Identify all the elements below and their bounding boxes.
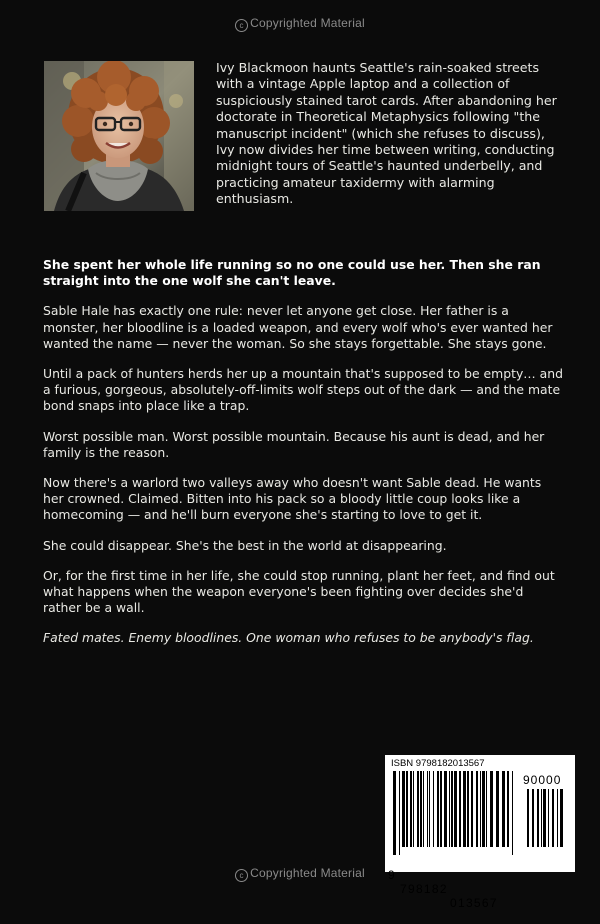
blurb-paragraph: She could disappear. She's the best in the world at disappearing.: [43, 537, 447, 553]
blurb-paragraph: Or, for the first time in her life, she could stop running, plant her feet, and find out what happens when the weapon everyone's been fighting over decides she'd rather be a wall.: [43, 567, 555, 616]
copyright-icon: c: [235, 19, 248, 32]
barcode-bar: [451, 771, 453, 847]
barcode-bar: [496, 771, 499, 847]
barcode-bar: [512, 771, 513, 855]
watermark-text: Copyrighted Material: [250, 866, 365, 880]
barcode-bar: [449, 771, 450, 847]
barcode-bar: [552, 789, 554, 847]
blurb-lead: She spent her whole life running so no one could use her. Then she ran straight into the one wolf she can't leave.: [43, 257, 541, 289]
barcode-bar: [482, 771, 485, 847]
isbn-barcode: [385, 755, 575, 910]
blurb-paragraph: Worst possible man. Worst possible mountain. Because his aunt is dead, and her family is the reason.: [43, 428, 545, 460]
barcode-bar: [437, 771, 439, 847]
barcode-bar: [423, 771, 424, 847]
book-blurb: [43, 257, 563, 661]
copyright-watermark-bottom: [0, 866, 600, 882]
barcode-bar: [420, 771, 422, 847]
author-bio: Ivy Blackmoon haunts Seattle's rain-soaked streets with a vintage Apple laptop and a collection of suspiciously stained tarot cards. After abandoning her doctorate in Theoretical Metaphysics following "the manuscript incident" (which she refuses to discuss), Ivy now divides her time between writing, conducting midnight tours of Seattle's haunted underbelly, and practicing amateur taxidermy with alarming enthusiasm.: [216, 60, 557, 207]
barcode-bar: [537, 789, 539, 847]
price-code: 90000: [523, 773, 562, 787]
barcode-bar: [560, 789, 563, 847]
barcode-bar: [541, 789, 542, 847]
blurb-tagline: Fated mates. Enemy bloodlines. One woman who refuses to be anybody's flag.: [43, 630, 534, 646]
barcode-bar: [480, 771, 481, 847]
barcode-bar: [548, 789, 549, 847]
barcode-bar: [440, 771, 442, 847]
barcode-bar: [486, 771, 487, 847]
copyright-icon: c: [235, 869, 248, 882]
barcode-bar: [471, 771, 473, 847]
barcode-bar: [427, 771, 428, 847]
barcode-bar: [402, 771, 405, 847]
barcode-bar: [413, 771, 414, 847]
barcode-bar: [557, 789, 558, 847]
barcode-bar: [467, 771, 469, 847]
barcode-bar: [433, 771, 434, 847]
barcode-bar: [543, 789, 546, 847]
blurb-paragraph: Until a pack of hunters herds her up a mountain that's supposed to be empty… and a furious, gorgeous, absolutely-off-limits wolf steps out of the dark — and the mate bond snaps into place like a trap.: [43, 366, 563, 414]
barcode-bar: [417, 771, 419, 847]
watermark-text: Copyrighted Material: [250, 16, 365, 30]
blurb-paragraph: Now there's a warlord two valleys away who doesn't want Sable dead. He wants her crowned. Claimed. Bitten into his pack so a bloody little coup looks like a homecoming — and he'll burn everyone she's starting to love to get it.: [43, 475, 542, 523]
barcode-bar: [429, 771, 430, 847]
barcode-bar: [406, 771, 408, 847]
barcode-digit-first: 9: [388, 868, 395, 882]
barcode-bar: [527, 789, 529, 847]
barcode-digits-right: 013567: [450, 896, 498, 910]
barcode-bar: [459, 771, 461, 847]
barcode-bar: [507, 771, 509, 847]
barcode-bar: [502, 771, 505, 847]
barcode-bar: [399, 771, 400, 855]
barcode-bar: [410, 771, 412, 847]
barcode-bar: [463, 771, 466, 847]
isbn-label: ISBN 9798182013567: [391, 758, 485, 769]
barcode-bar: [454, 771, 457, 847]
blurb-paragraph: Sable Hale has exactly one rule: never let anyone get close. Her father is a monster, her bloodline is a loaded weapon, and every wolf who's ever wanted her wanted the name — never the woman. So she stays forgettable. She stays gone.: [43, 303, 553, 351]
barcode-digits: [388, 854, 498, 924]
price-code-bars: [525, 789, 565, 855]
barcode-bar: [444, 771, 447, 847]
barcode-bar: [476, 771, 478, 847]
barcode-bar: [490, 771, 493, 847]
author-photo: [44, 61, 194, 211]
barcode-bar: [393, 771, 396, 855]
author-portrait: [44, 61, 194, 211]
barcode-bar: [532, 789, 534, 847]
barcode-bars: [391, 771, 515, 855]
copyright-watermark-top: [0, 16, 600, 32]
barcode-digits-left: 798182: [400, 882, 448, 896]
